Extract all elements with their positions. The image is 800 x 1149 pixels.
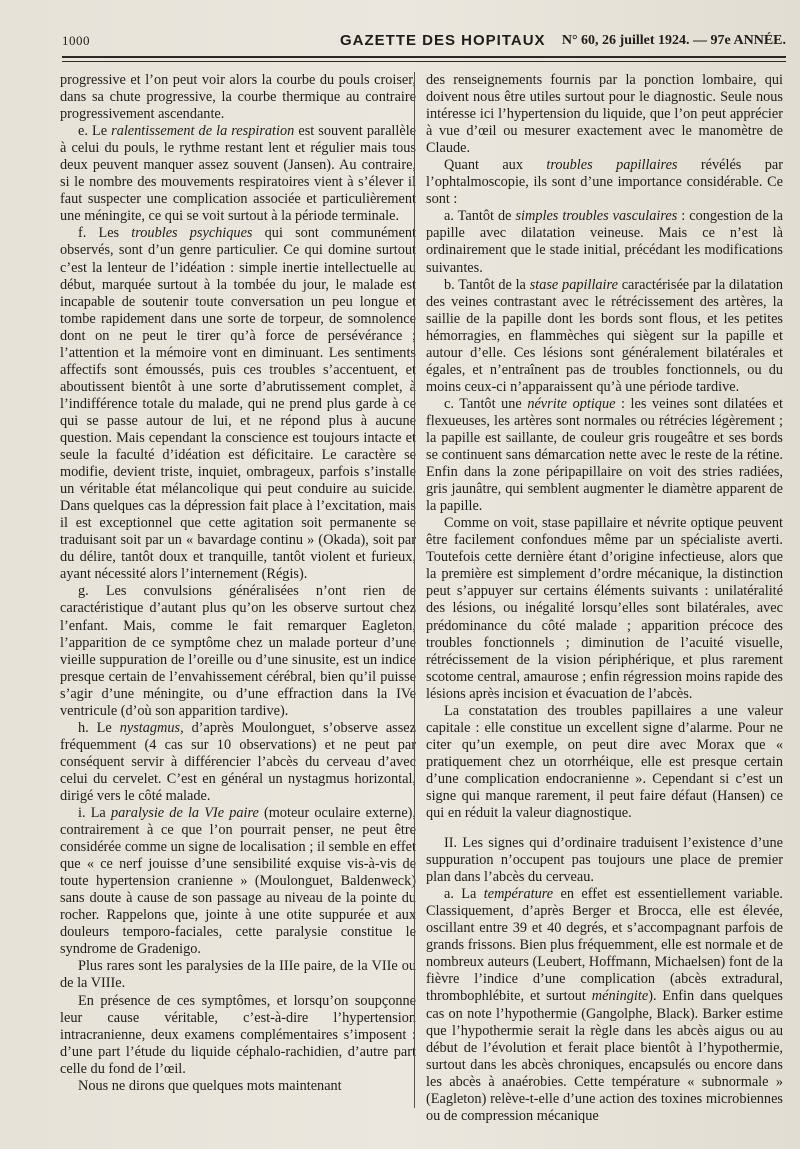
page-header: [62, 30, 786, 56]
section-II-paragraph: II. Les signes qui d’ordinaire traduisent l’existence d’une suppuration n’occupent pas toujours une place de premier plan dans l’abcès du cerveau.: [426, 835, 783, 886]
paragraph-stase-papillaire: b. Tantôt de la stase papillaire caractérisée par la dilatation des veines contrastant avec le rétrécissement des artères, la saillie de la papille dont les bords sont flous, et les petites hémorragies, en flammèches qui siègent sur la papille et autour d’elle. Ces lésions sont généralement bilatérales et égales, et n’entraînent pas de troubles fonctionnels, ou du moins ceux-ci n’apparaissent qu’à une période tardive.: [426, 276, 784, 395]
paragraph: Nous ne dirons que quelques mots maintenant: [78, 1077, 342, 1094]
paragraph-troubles-psychiques: f. Les troubles psychiques qui sont communément observés, sont d’un genre particulier. Ce qui domine surtout c’est la lenteur de l’idéation : simple inertie intellectuelle au début, marquée surtout à la tombée du jour, le malade est incapable de soutenir toute conversation un peu longue et tombe rapidement dans une sorte de torpeur, de somnolence dont on ne peut le tirer qu’à force de persévérance ; l’attention et la mémoire vont en diminuant. Les sentiments affectifs sont émoussés, puis ces troubles s’accentuent, et aboutissent bientôt à une sorte d’abrutissement complet, à l’indifférence totale du malade, qui ne prend plus garde à ce qui se passe autour de lui, et ne répond plus à aucune question. Mais cependant la conscience est toujours intacte et seule la faculté d’idéation est déficitaire. Le caractère se modifie, devient triste, inquiet, ombrageux, parfois s’installe un véritable état mélancolique qui peut conduire au suicide. Dans quelques cas la dépression fait place à l’excitation, mais il est exceptionnel que cette agitation soit permanente se traduisant soit par un « bavardage continu » (Okada), soit par du délire, tantôt doux et tranquille, tantôt violent et furieux, ayant nécessité alors l’internement (Régis).: [60, 225, 417, 583]
paragraph-nystagmus: h. Le nystagmus, d’après Moulonguet, s’observe assez fréquemment (4 cas sur 10 observations) et ne peut par conséquent servir à différencier l’abcès du cerveau d’avec celui du cervelet. C’est en général un nystagmus horizontal, dirigé vers le côté malade.: [60, 719, 416, 804]
page-number: 1000: [62, 33, 90, 48]
paragraph: progressive et l’on peut voir alors la courbe du pouls croiser, dans sa chute progressive, la courbe thermique au contraire progressivement ascendante.: [60, 72, 416, 123]
right-column: [426, 72, 783, 1125]
paragraph: La constatation des troubles papillaires a une valeur capitale : elle constitue un excellent signe d’alarme. Pour ne citer qu’un exemple, on peut dire avec Morax que « pratiquement chez un otorrhéique, elle est presque certain d’une complication endocranienne ». Cependant si c’est un signe qui manque rarement, il peut faire défaut (Hansen) ce qui en réduit la valeur diagnostique.: [426, 702, 783, 822]
column-divider: [414, 72, 415, 1108]
paragraph: Plus rares sont les paralysies de la IIIe paire, de la VIIe ou de la VIIIe.: [60, 958, 416, 992]
paragraph-troubles-vasculaires: a. Tantôt de simples troubles vasculaires : congestion de la papille avec dilatation veineuse. Mais ce n’est là ordinairement que le stade initial, précédant les modifications suivantes.: [426, 208, 783, 276]
paragraph: En présence de ces symptômes, et lorsqu’on soupçonne leur cause véritable, c’est-à-dire l’hypertension intracranienne, deux examens complémentaires s’imposent : d’une part l’étude du liquide céphalo-rachidien, d’autre part celle du fond de l’œil.: [60, 992, 416, 1077]
left-column: [60, 72, 416, 1095]
paragraph-respiration: e. Le ralentissement de la respiration est souvent parallèle à celui du pouls, le rythme restant lent et régulier mais tous deux peuvent manquer assez souvent (Jansen). Au contraire, si le nombre des mouvements respiratoires vient à s’élever il faut suspecter une complication associée et particulièrement une méningite, ce qui se voit surtout à la période terminale.: [60, 123, 417, 225]
paragraph: Comme on voit, stase papillaire et névrite optique peuvent être facilement confondues même par un spécialiste averti. Toutefois cette dernière étant d’origine infectieuse, alors que la première est simplement d’ordre mécanique, la distinction peut s’appuyer sur certains éléments suivants : unilatéralité des lésions, ou inégalité lorsqu’elles sont bilatérales, avec prédominance du côté malade ; apparition précoce des troubles fonctionnels ; diminution de l’acuité visuelle, rétrécissement de la vision périphérique, et plus rarement scotome central, amaurose ; enfin régression moins rapide des lésions après incision et évacuation de l’abcès.: [426, 515, 783, 702]
paragraph-temperature: a. La température en effet est essentiellement variable. Classiquement, d’après Berger et Brocca, elle est élevée, oscillant entre 39 et 40 degrés, et s’accompagnant parfois de grands frissons. Bien plus fréquemment, elle est normale et de nombreux auteurs (Leubert, Hoffmann, Michaelsen) font de la fièvre l’indice d’une complication (abcès extradural, thrombophlébite, et surtout méningite). Enfin dans quelques cas on note l’hypothermie (Gangolphe, Black). Barker estime que l’hypothermie serait la règle dans les abcès aigus ou au début de l’évolution et ferait place bientôt à l’hypothermie, surtout dans les abcès chroniques, encapsulés ou encore dans les abcès à anaérobies. Cette température « subnormale » (Eagleton) relève-t-elle d’une action des toxines microbiennes ou de compression mécanique: [426, 886, 784, 1124]
paragraph: des renseignements fournis par la ponction lombaire, qui doivent nous être utiles surtout pour le diagnostic. Seule nous intéresse ici l’hypertension du liquide, que l’on peut apprécier à vue d’œil ou mesurer exactement avec le manomètre de Claude.: [426, 72, 783, 157]
paragraph-troubles-papillaires: Quant aux troubles papillaires révélés par l’ophtalmoscopie, ils sont d’une importance considérable. Ce sont :: [426, 157, 784, 208]
header-rule-thick: [62, 56, 786, 58]
paragraph-convulsions: g. Les convulsions généralisées n’ont rien de caractéristique d’autant plus qu’on les observe surtout chez l’enfant. Mais, comme le fait remarquer Eagleton, l’apparition de ce symptôme chez un malade porteur d’une vieille suppuration de l’oreille ou d’une sinusite, est un indice presque certain de l’envahissement cérébral, bien qu’il puisse s’agir d’une méningite, ou d’une effraction dans la IVe ventricule (d’où son apparition tardive).: [60, 583, 416, 719]
journal-title: GAZETTE DES HOPITAUX: [340, 32, 546, 49]
header-rule-thin: [62, 61, 786, 62]
paragraph-paralysie: i. La paralysie de la VIe paire (moteur oculaire externe), contrairement à ce que l’on pourrait penser, ne peut être considérée comme un signe de localisation ; il semble en effet que « ce nerf jouisse d’une sensibilité exquise vis-à-vis de toute hypertension cranienne » (Moulonguet, Baldenweck) sans doute à cause de son passage au niveau de la pointe du rocher. Rappelons que, jointe à une otite suppurée et aux douleurs temporo-faciales, cette paralysie constitue le syndrome de Gradenigo.: [60, 805, 416, 958]
issue-info: N° 60, 26 juillet 1924. — 97e ANNÉE.: [561, 33, 786, 48]
paragraph-nevrite-optique: c. Tantôt une névrite optique : les veines sont dilatées et flexueuses, les artères sont normales ou rétrécies légèrement ; la papille est saillante, de couleur gris rougeâtre et ses bords se continuent sans démarcation nette avec le reste de la rétine. Enfin dans la zone péripapillaire on voit des stries radiées, gris jaunâtre, qui semblent augmenter le diamètre apparent de la papille.: [426, 395, 783, 515]
